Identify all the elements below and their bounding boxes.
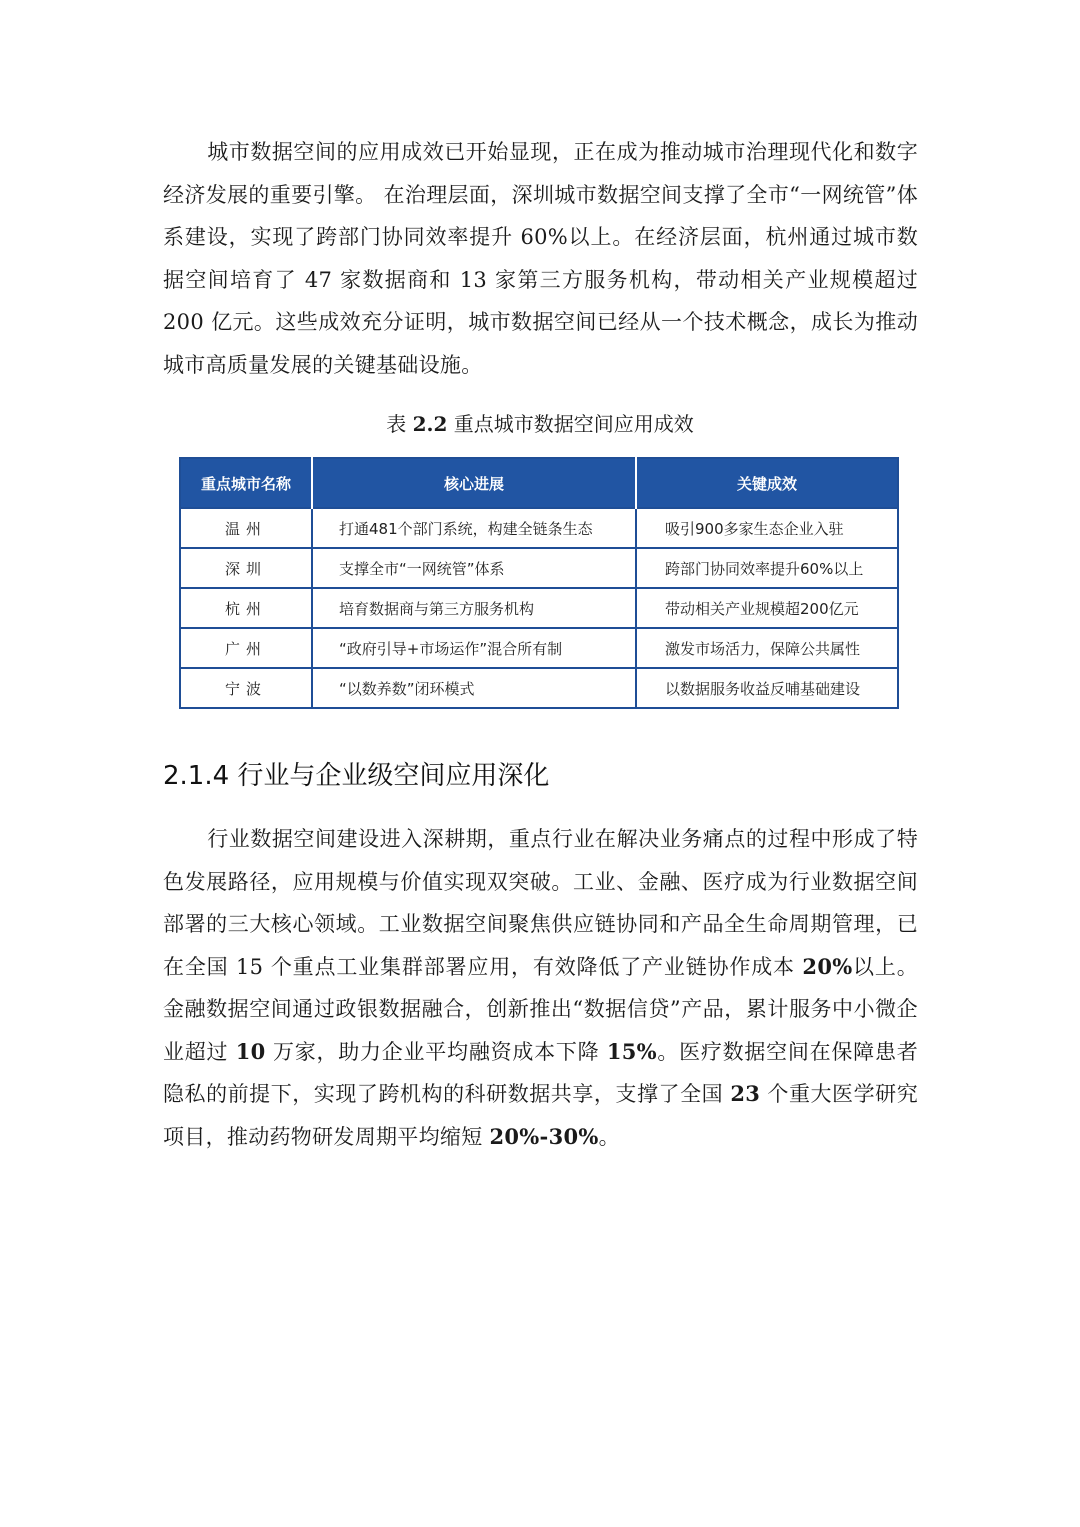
cell-progress: “政府引导+市场运作”混合所有制 xyxy=(312,628,636,668)
cell-effect: 吸引900多家生态企业入驻 xyxy=(636,508,898,548)
industry-text-2: 以上。金融数据空间通过政银数据融合，创新推出“数据信贷”产品，累计服务中小微企业超过 xyxy=(163,954,918,1064)
cell-progress: 培育数据商与第三方服务机构 xyxy=(312,588,636,628)
highlight-research-projects: 23 xyxy=(730,1081,761,1106)
cell-city: 广州 xyxy=(180,628,312,668)
highlight-cost-reduction: 20% xyxy=(802,953,853,979)
highlight-cycle-reduction: 20%-30% xyxy=(489,1123,599,1149)
cell-progress: 打通481个部门系统，构建全链条生态 xyxy=(312,508,636,548)
header-city: 重点城市名称 xyxy=(180,458,312,508)
industry-paragraph xyxy=(163,818,918,1158)
industry-text-6: 。 xyxy=(598,1124,620,1149)
intro-paragraph xyxy=(163,131,918,386)
caption-title: 重点城市数据空间应用成效 xyxy=(453,412,694,436)
highlight-financing-cost: 15% xyxy=(606,1038,657,1064)
header-progress: 核心进展 xyxy=(312,458,636,508)
table-row xyxy=(180,508,898,548)
table-row xyxy=(180,628,898,668)
cell-effect: 跨部门协同效率提升60%以上 xyxy=(636,548,898,588)
table-header-row xyxy=(180,458,898,508)
cell-city: 深圳 xyxy=(180,548,312,588)
caption-number: 2.2 xyxy=(412,412,448,436)
table-row xyxy=(180,588,898,628)
city-results-table xyxy=(179,457,899,709)
table-row xyxy=(180,668,898,708)
cell-effect: 带动相关产业规模超200亿元 xyxy=(636,588,898,628)
industry-text-4: 。医疗数据空间在保障患者隐私的前提下，实现了跨机构的科研数据共享，支撑了全国 xyxy=(163,1039,919,1106)
section-heading: 2.1.4 行业与企业级空间应用深化 xyxy=(163,761,550,791)
industry-text-1: 行业数据空间建设进入深耕期，重点行业在解决业务痛点的过程中形成了特色发展路径，应用规模与价值实现双突破。工业、金融、医疗成为行业数据空间部署的三大核心领域。工业数据空间聚焦供应链协同和产品全生命周期管理，已在全国 15 个重点工业集群部署应用，有效降低了产业链协作成本 xyxy=(163,827,918,979)
table-caption xyxy=(0,406,1080,442)
cell-city: 温州 xyxy=(180,508,312,548)
cell-progress: 支撑全市“一网统管”体系 xyxy=(312,548,636,588)
cell-city: 宁波 xyxy=(180,668,312,708)
header-effect: 关键成效 xyxy=(636,458,898,508)
intro-text: 城市数据空间的应用成效已开始显现，正在成为推动城市治理现代化和数字经济发展的重要引擎。 在治理层面，深圳城市数据空间支撑了全市“一网统管”体系建设，实现了跨部门协同效率提升 60%以上。在经济层面，杭州通过城市数据空间培育了 47 家数据商和 13 家第三方服务机构，带动相关产业规模超过 200 亿元。这些成效充分证明，城市数据空间已经从一个技术概念，成长为推动城市高质量发展的关键基础设施。 xyxy=(163,140,918,377)
industry-text-5: 个重大医学研究项目，推动药物研发周期平均缩短 xyxy=(163,1082,918,1149)
cell-effect: 以数据服务收益反哺基础建设 xyxy=(636,668,898,708)
industry-text-3: 万家，助力企业平均融资成本下降 xyxy=(265,1039,607,1064)
highlight-enterprise-count: 10 xyxy=(235,1038,266,1064)
cell-effect: 激发市场活力，保障公共属性 xyxy=(636,628,898,668)
caption-prefix: 表 xyxy=(386,412,407,436)
cell-progress: “以数养数”闭环模式 xyxy=(312,668,636,708)
table-row xyxy=(180,548,898,588)
cell-city: 杭州 xyxy=(180,588,312,628)
